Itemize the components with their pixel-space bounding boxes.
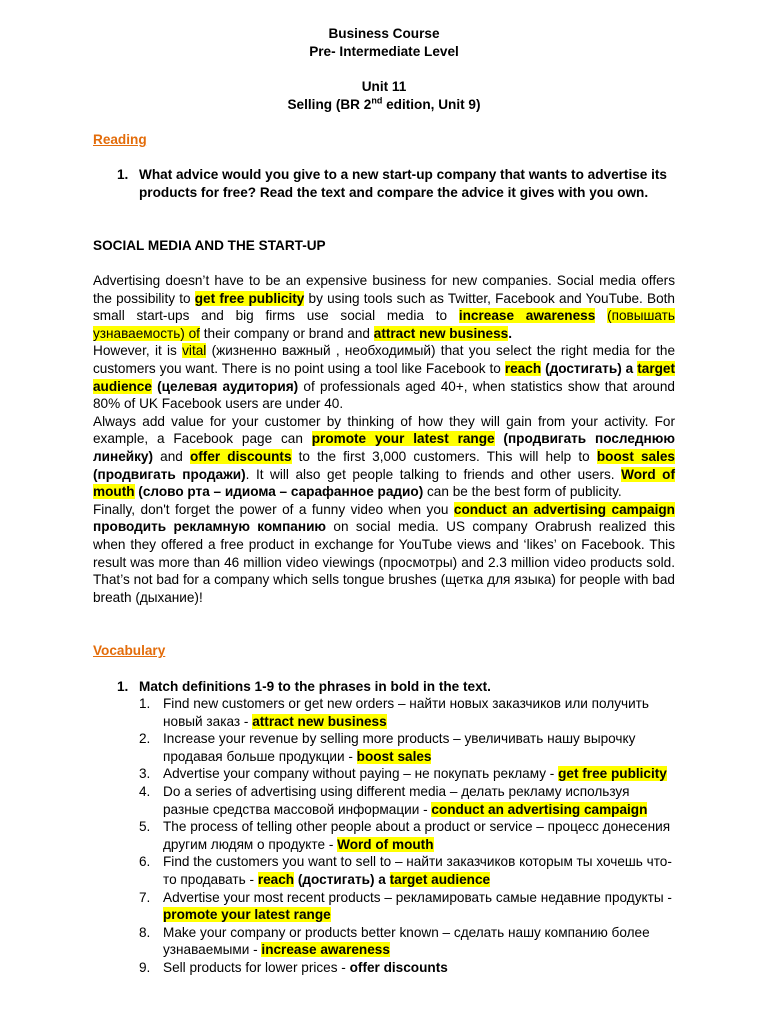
article-paragraph: Advertising doesn’t have to be an expensive business for new companies. Social media offers the possibility to get free publicity by using tools such as Twitter, Facebook and YouTube. Both small start-ups and big firms use social media to increase awareness (повышать узнаваемость) of their company or brand and attract new business. [93,273,675,341]
vocabulary-item: 8. Make your company or products better known – сделать нашу компанию более узнаваемыми - increase awareness [139,924,650,958]
vocabulary-item: 5. The process of telling other people about a product or service – процесс донесения другим людям о продукте - Word of mouth [139,819,671,852]
unit-subtitle: Selling (BR 2nd edition, Unit 9) [287,95,481,112]
unit-title: Unit 11 [361,79,407,94]
vocabulary-item: 6. Find the customers you want to sell to – найти заказчиков которым ты хочешь что-то продавать - reach (достигать) a target audience [139,854,672,887]
vocabulary-heading: Vocabulary [93,643,166,658]
article-paragraph: Always add value for your customer by thinking of how they will gain from your activity. For example, a Facebook page can promote your latest range (продвигать последнюю линейку) and offer discounts to the first 3,000 customers. This will help to boost sales (продвигать продажи). It will also get people talking to friends and other users. Word of mouth (слово рта – идиома – сарафанное радио) can be the best form of publicity. [93,413,675,500]
article-paragraph: However, it is vital (жизненно важный , необходимый) that you select the right media for the customers you want. There is no point using a tool like Facebook to reach (достигать) a target audience (целевая аудитория) of professionals aged 40+, when statistics show that around 80% of UK Facebook users are under 40. [93,343,676,412]
vocabulary-instruction: 1. Match definitions 1-9 to the phrases in bold in the text. [117,679,491,694]
vocabulary-item: 2. Increase your revenue by selling more products – увеличивать нашу вырочку продавая больше продукции - boost sales [139,731,636,764]
vocabulary-item: 3. Advertise your company without paying – не покупать рекламу - get free publicity [139,766,667,782]
level-title: Pre- Intermediate Level [309,44,459,59]
reading-question: 1. What advice would you give to a new start-up company that wants to advertise its products for free? Read the text and compare the advice it gives with you own. [117,167,667,200]
article-paragraph: Finally, don't forget the power of a funny video when you conduct an advertising campaign проводить рекламную компанию on social media. US company Orabrush realized this when they offered a free product in exchange for YouTube views and ‘likes’ on Facebook. This result was more than 46 million video viewings (просмотры) and 2.3 million video products sold. That’s not bad for a company which sells tongue brushes (щетка для языка) for people with bad breath (дыхание)! [93,501,676,605]
vocabulary-list [139,695,679,977]
article-body [93,272,675,606]
course-title: Business Course [328,26,440,41]
vocabulary-item: 1. Find new customers or get new orders – найти новых заказчиков или получить новый заказ - attract new business [139,696,649,729]
reading-heading: Reading [93,132,147,147]
vocabulary-item: 4. Do a series of advertising using different media – делать рекламу используя разные средства массовой информации - conduct an advertising campaign [139,783,648,817]
vocabulary-item: 7. Advertise your most recent products – рекламировать самые недавние продукты - promote your latest range [139,889,672,923]
article-title: SOCIAL MEDIA AND THE START-UP [93,238,326,253]
vocabulary-item: 9. Sell products for lower prices - offer discounts [139,959,448,975]
